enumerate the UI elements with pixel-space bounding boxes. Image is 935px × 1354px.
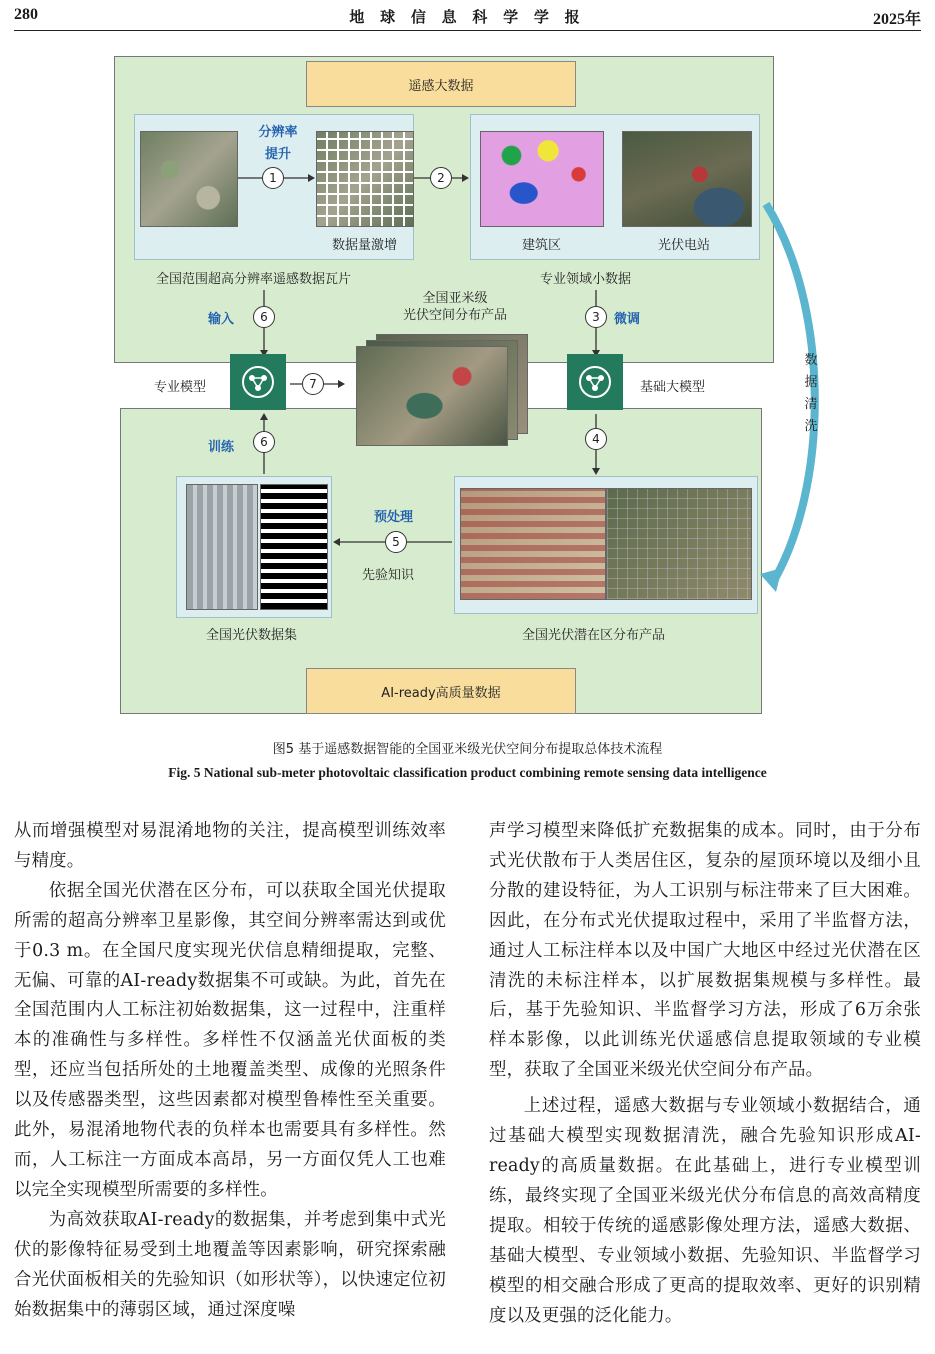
page-header: [14, 6, 921, 28]
year: 2025年: [872, 11, 921, 28]
tiles-caption: 全国范围超高分辨率遥感数据瓦片: [156, 272, 352, 287]
national-dataset-label: 全国光伏数据集: [206, 628, 298, 643]
left-paragraph-2: 依据全国光伏潜在区分布，可以获取全国光伏提取所需的超高分辨率卫星影像，其空间分辨率需达到或优于0.3 m。在全国尺度实现光伏信息精细提取，完整、无偏、可靠的AI-ready数据集不可或缺。为此，首先在全国范围内人工标注初始数据集，这一过程中，注重样本的准确性与多样性。多样性不仅涵盖光伏面板的类型，还应当包括所处的土地覆盖类型、成像的光照条件以及传感器类型，这些因素都对模型鲁棒性至关重要。此外，易混淆地物代表的负样本也需要具有多样性。然而，人工标注一方面成本高昂，另一方面仅凭人工也难以完全实现模型所需要的多样性。: [14, 880, 446, 1200]
figure-5: [120, 56, 818, 714]
journal-title: 地 球 信 息 科 学 学 报: [349, 10, 586, 26]
product-image-front: [356, 346, 508, 446]
figure-caption-en: Fig. 5 National sub-meter photovoltaic classification product combining remote sensing data intelligence: [168, 765, 767, 780]
left-paragraph-3: 为高效获取AI-ready的数据集，并考虑到集中式光伏的影像特征易受到土地覆盖等因素影响，研究探索融合光伏面板相关的先验知识（如形状等），以快速定位初始数据集中的薄弱区域，通过深度噪: [14, 1209, 446, 1320]
potential-image-right: [606, 488, 752, 600]
potential-product-label: 全国光伏潜在区分布产品: [522, 628, 666, 643]
step-3-marker: 3: [585, 306, 607, 328]
expert-model-icon: [230, 354, 286, 410]
step-7-marker: 7: [302, 373, 324, 395]
prior-knowledge-label: 先验知识: [362, 568, 415, 583]
dataset-image-b: [260, 484, 328, 610]
data-surge-label: 数据量激增: [332, 238, 398, 253]
pv-station-image: [622, 131, 752, 227]
header-rule: [14, 30, 921, 31]
dataset-image-a: [186, 484, 258, 610]
building-area-map: [480, 131, 604, 227]
step-6-input-marker: 6: [253, 306, 275, 328]
data-cleaning-arrow: [760, 196, 832, 596]
step-2-marker: 2: [430, 167, 452, 189]
foundation-model-label: 基础大模型: [640, 380, 706, 395]
step-1-marker: 1: [262, 167, 284, 189]
right-paragraph-1: 声学习模型来降低扩充数据集的成本。同时，由于分布式光伏散布于人类居住区，复杂的屋顶环境以及细小且分散的建设特征，为人工识别与标注带来了巨大困难。因此，在分布式光伏提取过程中，采用了半监督方法，通过人工标注样本以及中国广大地区中经过光伏潜在区清洗的未标注样本，以扩展数据集规模与多样性。最后，基于先验知识、半监督学习方法，形成了6万余张样本影像，以此训练光伏遥感信息提取领域的专业模型，获取了全国亚米级光伏空间分布产品。: [489, 821, 921, 1081]
data-cleaning-label: 数 据 清 洗: [804, 353, 818, 434]
remote-sensing-big-data-box: 遥感大数据: [306, 61, 576, 107]
potential-image-left: [460, 488, 606, 600]
left-column: [14, 817, 446, 1325]
gridded-tiles-image: [316, 131, 414, 227]
satellite-tile-image: [140, 131, 238, 227]
building-area-label: 建筑区: [522, 238, 562, 253]
product-title: 全国亚米级 光伏空间分布产品: [402, 291, 507, 323]
step-4-marker: 4: [585, 428, 607, 450]
preprocess-label: 预处理: [374, 510, 414, 525]
step-6-train-marker: 6: [253, 431, 275, 453]
page-number: 280: [14, 6, 38, 23]
right-paragraph-2: 上述过程，遥感大数据与专业领域小数据结合，通过基础大模型实现数据清洗，融合先验知识形成AI-ready的高质量数据。在此基础上，进行专业模型训练，最终实现了全国亚米级光伏分布信息的高效高精度提取。相较于传统的遥感影像处理方法，遥感大数据、基础大模型、专业领域小数据、先验知识、半监督学习模型的相交融合形成了更高的提取效率、更好的识别精度以及更强的泛化能力。: [489, 1096, 921, 1326]
ai-ready-data-box: AI-ready高质量数据: [306, 668, 576, 714]
domain-data-caption: 专业领域小数据: [540, 272, 632, 287]
finetune-label: 微调: [614, 312, 641, 327]
left-paragraph-1: 从而增强模型对易混淆地物的关注，提高模型训练效率与精度。: [14, 821, 446, 871]
right-column: [489, 817, 921, 1331]
figure-caption-cn: 图5 基于遥感数据智能的全国亚米级光伏空间分布提取总体技术流程: [272, 742, 663, 757]
step-5-marker: 5: [385, 531, 407, 553]
expert-model-label: 专业模型: [154, 380, 207, 395]
input-label: 输入: [208, 312, 235, 327]
train-label: 训练: [208, 440, 235, 455]
pv-station-label: 光伏电站: [658, 238, 711, 253]
resolution-up-label: 分辨率 提升: [258, 125, 298, 162]
foundation-model-icon: [567, 354, 623, 410]
